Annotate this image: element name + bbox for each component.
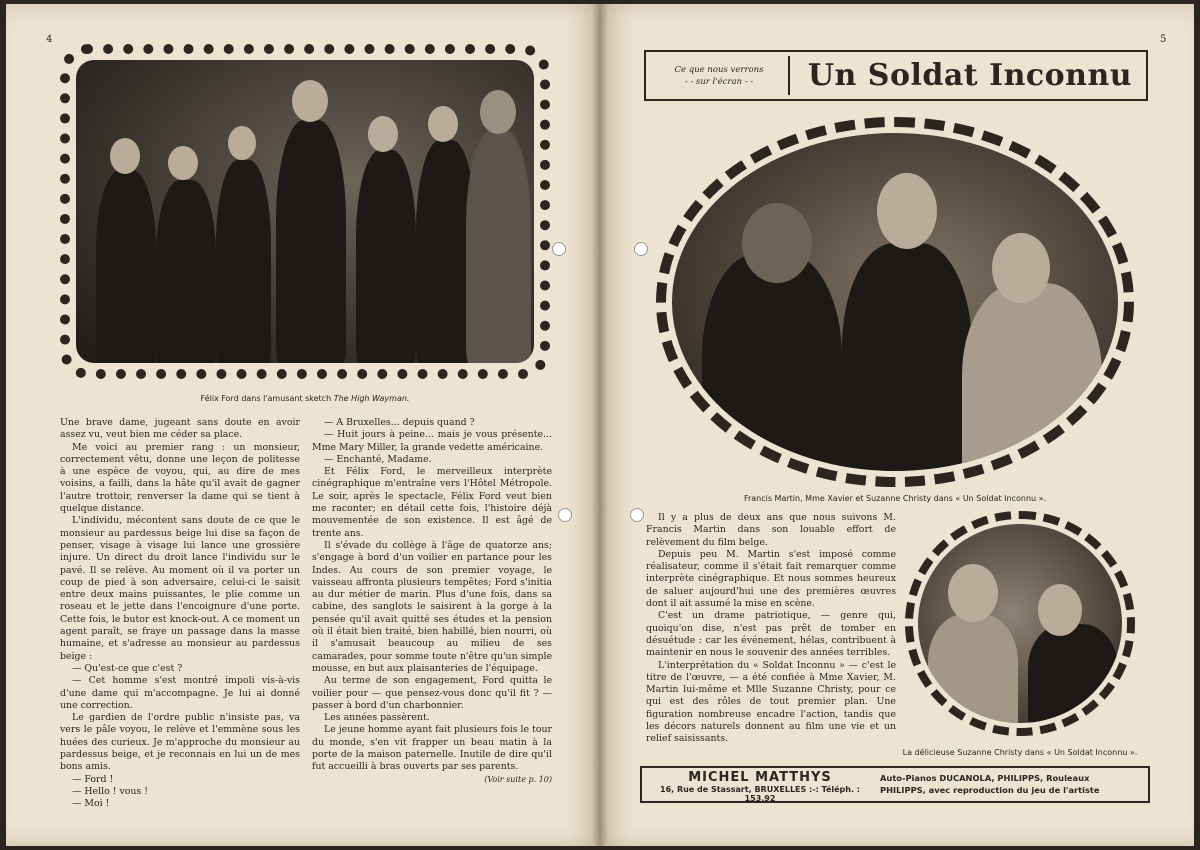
- paragraph: Au terme de son engagement, Ford quitta le voilier pour — que pensez-vous donc qu'il fit ? — passer à bord d'un charbonnier.: [312, 675, 552, 711]
- paragraph: L'individu, mécontent sans doute de ce que le monsieur au pardessus beige lui dise sa façon de penser, visage à visage lui lance une grossière injure. Un direct du droit lance l'individu sur le pavé. Il se relève. Au moment où il va porter un coup de pied à son adversaire, celui-ci le saisit entre deux mains puissantes, le plie comme un roseau et le jette dans l'encoignure d'une porte. Cette fois, le butor est knock-out. A ce moment un agent paraît, se fraye un passage dans la masse humaine, et s'adresse au monsieur au pardessus beige :: [60, 515, 300, 662]
- paragraph: Il y a plus de deux ans que nous suivons M. Francis Martin dans son louable effort de relèvement du film belge.: [646, 512, 896, 548]
- paragraph: — Moi !: [72, 798, 110, 810]
- continued-note: (Voir suite p. 10): [484, 774, 552, 784]
- paragraph: — Qu'est-ce que c'est ?: [72, 662, 183, 674]
- ad-line2: PHILIPPS, avec reproduction du jeu de l'artiste: [880, 785, 1100, 795]
- paragraph: Depuis peu M. Martin s'est imposé comme réalisateur, comme il s'était fait remarquer comme interprète cinégraphique. Et nous sommes heureux de saluer aujourd'hui une des premières œuvres dont il ait assumé la mise en scène.: [646, 548, 896, 610]
- ad-left: [648, 770, 872, 803]
- punch-hole: [630, 508, 644, 522]
- page-number-left: 4: [46, 34, 53, 45]
- paragraph: — Cet homme s'est montré impoli vis-à-vis d'une dame qui m'accompagne. Je lui ai donné une correction.: [60, 675, 300, 711]
- high-wayman-photo: [60, 44, 550, 379]
- ad-address: 16, Rue de Stassart, BRUXELLES :-: Téléph. : 153.92: [660, 785, 860, 803]
- article-column-1: [60, 417, 300, 811]
- oval-photo-caption: Francis Martin, Mme Xavier et Suzanne Christy dans « Un Soldat Inconnu ».: [743, 494, 1047, 503]
- ad-name: MICHEL MATTHYS: [688, 770, 832, 785]
- paragraph: — Enchanté, Madame.: [324, 453, 432, 465]
- header-tag: [650, 56, 790, 95]
- paragraph: L'interprétation du « Soldat Inconnu » — c'est le titre de l'œuvre, — a été confiée à Mme Xavier, M. Martin lui-même et Mlle Suzanne Christy, pour ce qui est des rôles de tout premier plan. Une figuration nombreuse encadre l'action, tandis que les décors naturels donnent au film une vie et un relief saisissants.: [646, 659, 896, 745]
- ad-right: [880, 772, 1146, 796]
- paragraph: Le jeune homme ayant fait plusieurs fois le tour du monde, s'en vit frapper un beau matin à la porte de la maison paternelle. Inutile de dire qu'il fut accueilli à bras ouverts par ses parents.: [312, 724, 552, 773]
- caption-title: The High Wayman.: [333, 394, 410, 403]
- article-column-right: [646, 512, 896, 746]
- header-tag-line2: - - sur l'écran - -: [684, 77, 754, 87]
- punch-hole: [558, 508, 572, 522]
- round-photo-caption: La délicieuse Suzanne Christy dans « Un Soldat Inconnu ».: [902, 748, 1138, 757]
- round-photo-image: [918, 524, 1122, 723]
- punch-hole: [634, 242, 648, 256]
- paragraph: — Ford !: [72, 773, 114, 785]
- article-title: Un Soldat Inconnu: [807, 58, 1133, 93]
- paragraph: Le gardien de l'ordre public n'insiste pas, va vers le pâle voyou, le relève et l'emmène sous les huées des curieux. Je m'approche du monsieur au pardessus beige, et je reconnais en lui un de mes bons amis.: [60, 712, 300, 773]
- page-number-right: 5: [1160, 34, 1167, 45]
- caption-prefix: Félix Ford dans l'amusant sketch: [200, 394, 334, 403]
- advertisement: [640, 766, 1150, 803]
- left-page: [6, 4, 600, 846]
- high-wayman-caption: [60, 394, 550, 403]
- high-wayman-photo-image: [76, 60, 534, 363]
- paragraph: — Hello ! vous !: [72, 785, 148, 797]
- paragraph: Me voici au premier rang : un monsieur, correctement vêtu, donne une leçon de politesse à une espèce de voyou, qui, au dire de mes voisins, a failli, dans la hâte qu'il avait de gagner l'autre trottoir, renverser la dame qui se tient à quelque distance.: [60, 441, 300, 515]
- ad-line1: Auto-Pianos DUCANOLA, PHILIPPS, Rouleaux: [880, 773, 1090, 783]
- soldat-inconnu-oval-photo: [656, 117, 1134, 487]
- oval-photo-image: [672, 133, 1118, 471]
- paragraph: Il s'évade du collège à l'âge de quatorze ans; s'engage à bord d'un voilier en partance pour les Indes. Au cours de son premier voyage, le vaisseau affronta plusieurs tempêtes; Ford s'initia au dur métier de marin. Plus d'une fois, dans sa cabine, des sanglots le saisirent à la gorge à la pensée qu'il avait quitté ses études et la pension où il était bien traité, bien habillé, bien nourri, où il s'amusait beaucoup au milieu de ses camarades, pour somme toute n'être qu'un simple mousse, en but aux plaisanteries de l'équipage.: [312, 539, 552, 674]
- paragraph: — A Bruxelles... depuis quand ?: [324, 417, 475, 428]
- article-header: [644, 50, 1148, 101]
- paragraph: Une brave dame, jugeant sans doute en avoir assez vu, veut bien me céder sa place.: [60, 417, 300, 441]
- punch-hole: [552, 242, 566, 256]
- right-page: [600, 4, 1194, 846]
- book-gutter: [592, 4, 608, 846]
- suzanne-christy-photo: [905, 511, 1135, 736]
- paragraph: — Huit jours à peine... mais je vous présente... Mme Mary Miller, la grande vedette américaine.: [312, 429, 552, 453]
- article-column-2: [312, 417, 552, 786]
- paragraph: Et Félix Ford, le merveilleux interprète cinégraphique m'entraîne vers l'Hôtel Métropole. Le soir, après le spectacle, Félix Ford veut bien me raconter; en détail cette fois, l'histoire déjà mouvementée de son existence. Il est âgé de trente ans.: [312, 466, 552, 539]
- paragraph: C'est un drame patriotique, — genre qui, quoiqu'on dise, n'est pas prêt de tomber en désuétude : car les événement, hélas, contribuent à maintenir en nous le souvenir des années terribles.: [646, 610, 896, 659]
- header-tag-line1: Ce que nous verrons: [674, 65, 764, 75]
- paragraph: Les années passèrent.: [324, 712, 430, 724]
